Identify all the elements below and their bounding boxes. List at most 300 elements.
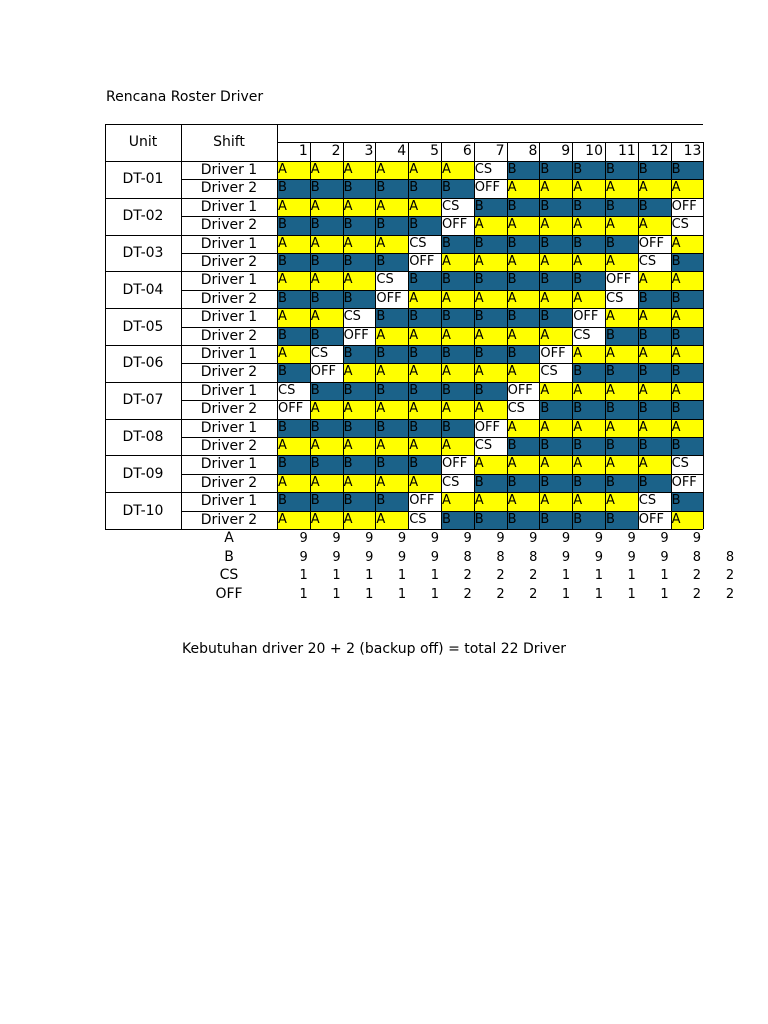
shift-cell: B <box>507 308 540 326</box>
shift-cell: CS <box>441 198 474 216</box>
shift-cell: B <box>671 437 703 455</box>
shift-cell: A <box>375 474 408 492</box>
shift-cell: B <box>539 271 572 289</box>
shift-cell: A <box>572 179 605 197</box>
shift-cell: A <box>277 308 310 326</box>
shift-cell: A <box>572 290 605 308</box>
shift-cell: A <box>310 271 343 289</box>
shift-cell: A <box>507 179 540 197</box>
shift-cell: A <box>408 198 441 216</box>
summary-value: 2 <box>463 568 472 583</box>
shift-cell: A <box>277 437 310 455</box>
summary-value: 1 <box>430 568 439 583</box>
shift-cell: A <box>343 271 376 289</box>
shift-cell: B <box>605 400 638 418</box>
summary-value: 1 <box>299 586 308 602</box>
shift-cell: B <box>507 437 540 455</box>
summary-label: A <box>224 530 234 546</box>
shift-cell: A <box>539 382 572 400</box>
grid-line <box>703 142 704 529</box>
shift-cell: B <box>539 400 572 418</box>
shift-cell: B <box>474 271 507 289</box>
shift-cell: A <box>375 400 408 418</box>
shift-cell: CS <box>441 474 474 492</box>
shift-cell: B <box>441 345 474 363</box>
grid-line <box>572 142 573 529</box>
shift-cell: B <box>408 345 441 363</box>
grid-line <box>105 308 703 309</box>
shift-cell: CS <box>572 327 605 345</box>
grid-line <box>105 235 703 236</box>
header-shift: Shift <box>213 134 245 150</box>
shift-cell: A <box>539 179 572 197</box>
driver-label: Driver 2 <box>200 438 258 454</box>
shift-cell: B <box>277 455 310 473</box>
shift-cell: B <box>277 253 310 271</box>
shift-cell: A <box>539 216 572 234</box>
shift-cell: A <box>605 308 638 326</box>
shift-cell: A <box>572 253 605 271</box>
shift-cell: A <box>375 198 408 216</box>
unit-label: DT-02 <box>122 208 164 225</box>
shift-cell: B <box>408 308 441 326</box>
summary-value: 9 <box>365 531 374 546</box>
shift-cell: B <box>343 345 376 363</box>
shift-cell: CS <box>474 437 507 455</box>
shift-cell: A <box>375 235 408 253</box>
shift-cell: A <box>474 327 507 345</box>
grid-line <box>105 124 277 125</box>
grid-line <box>105 455 703 456</box>
shift-cell: B <box>605 437 638 455</box>
shift-cell: B <box>474 474 507 492</box>
summary-value: 9 <box>299 549 308 565</box>
shift-cell: CS <box>638 492 671 510</box>
shift-cell: B <box>474 345 507 363</box>
grid-line <box>638 142 639 529</box>
shift-cell: A <box>408 327 441 345</box>
shift-cell: A <box>474 492 507 510</box>
summary-value: 9 <box>561 549 571 565</box>
shift-cell: OFF <box>310 363 343 381</box>
day-header: 2 <box>331 143 341 159</box>
shift-cell: B <box>671 161 703 179</box>
summary-value: 1 <box>660 568 669 583</box>
shift-cell: A <box>310 308 343 326</box>
summary-value: 2 <box>692 586 701 602</box>
shift-cell: B <box>638 198 671 216</box>
shift-cell: A <box>441 363 474 381</box>
shift-cell: B <box>474 235 507 253</box>
summary-value: 9 <box>430 549 439 565</box>
shift-cell: B <box>408 455 441 473</box>
unit-label: DT-03 <box>122 245 164 261</box>
shift-cell: B <box>638 161 671 179</box>
shift-cell: CS <box>375 271 408 289</box>
shift-cell: B <box>310 492 343 510</box>
shift-cell: B <box>408 382 441 400</box>
shift-cell: A <box>343 511 376 529</box>
shift-cell: A <box>277 511 310 529</box>
shift-cell: B <box>572 235 605 253</box>
summary-label: CS <box>219 567 239 583</box>
page-title: Rencana Roster Driver <box>106 89 264 105</box>
shift-cell: B <box>310 179 343 197</box>
grid-line <box>408 142 409 529</box>
shift-cell: CS <box>408 511 441 529</box>
shift-cell: A <box>408 400 441 418</box>
grid-line <box>605 142 606 529</box>
unit-label: DT-06 <box>122 355 164 372</box>
shift-cell: OFF <box>605 271 638 289</box>
shift-cell: B <box>638 437 671 455</box>
shift-cell: A <box>539 253 572 271</box>
summary-value: 1 <box>660 586 669 602</box>
driver-label: Driver 2 <box>200 474 258 491</box>
shift-cell: A <box>277 474 310 492</box>
shift-cell: B <box>441 271 474 289</box>
shift-cell: A <box>441 290 474 308</box>
shift-cell: A <box>507 216 540 234</box>
shift-cell: B <box>375 308 408 326</box>
shift-cell: B <box>671 253 703 271</box>
driver-label: Driver 2 <box>200 180 258 197</box>
day-header: 9 <box>561 143 571 159</box>
shift-cell: A <box>507 455 540 473</box>
shift-cell: B <box>539 437 572 455</box>
driver-label: Driver 2 <box>200 511 258 528</box>
shift-cell: B <box>343 216 376 234</box>
shift-cell: A <box>310 474 343 492</box>
grid-line <box>105 271 703 272</box>
shift-cell: A <box>441 253 474 271</box>
shift-cell: B <box>375 492 408 510</box>
shift-cell: A <box>474 290 507 308</box>
shift-cell: CS <box>539 363 572 381</box>
shift-cell: B <box>605 511 638 529</box>
driver-label: Driver 2 <box>200 327 258 344</box>
shift-cell: B <box>605 474 638 492</box>
shift-cell: OFF <box>671 198 703 216</box>
shift-cell: B <box>507 198 540 216</box>
driver-label: Driver 1 <box>200 198 258 215</box>
driver-label: Driver 1 <box>200 309 258 326</box>
day-header: 4 <box>397 143 407 159</box>
shift-cell: A <box>572 382 605 400</box>
shift-cell: B <box>343 290 376 308</box>
shift-cell: OFF <box>507 382 540 400</box>
shift-cell: A <box>277 235 310 253</box>
summary-value: 1 <box>397 568 407 583</box>
unit-label: DT-04 <box>122 281 164 298</box>
day-header: 6 <box>462 143 472 159</box>
grid-line <box>181 327 703 328</box>
shift-cell: B <box>507 345 540 363</box>
summary-value: 1 <box>397 586 407 602</box>
shift-cell: A <box>343 437 376 455</box>
summary-value: 2 <box>692 568 701 583</box>
shift-cell: A <box>310 161 343 179</box>
summary-value: 1 <box>299 568 308 583</box>
shift-cell: CS <box>310 345 343 363</box>
summary-value: 9 <box>365 549 374 565</box>
shift-cell: B <box>605 235 638 253</box>
grid-line <box>343 142 344 529</box>
shift-cell: B <box>474 511 507 529</box>
summary-value: 2 <box>725 586 735 602</box>
shift-cell: A <box>474 400 507 418</box>
shift-cell: B <box>441 382 474 400</box>
shift-cell: A <box>474 216 507 234</box>
shift-cell: A <box>375 363 408 381</box>
driver-label: Driver 1 <box>200 456 258 473</box>
shift-cell: OFF <box>638 511 671 529</box>
grid-line <box>277 124 703 125</box>
shift-cell: A <box>605 179 638 197</box>
shift-cell: B <box>605 363 638 381</box>
shift-cell: B <box>572 400 605 418</box>
shift-cell: A <box>474 455 507 473</box>
shift-cell: B <box>539 235 572 253</box>
shift-cell: A <box>507 363 540 381</box>
driver-label: Driver 1 <box>200 346 258 362</box>
summary-value: 9 <box>692 531 701 546</box>
shift-cell: B <box>539 308 572 326</box>
driver-label: Driver 2 <box>200 290 258 307</box>
header-unit: Unit <box>128 134 158 150</box>
shift-cell: B <box>375 382 408 400</box>
shift-cell: B <box>539 198 572 216</box>
grid-line <box>181 511 703 512</box>
summary-label: OFF <box>215 585 243 602</box>
shift-cell: A <box>605 345 638 363</box>
shift-cell: B <box>408 179 441 197</box>
grid-line <box>181 216 703 217</box>
shift-cell: B <box>572 474 605 492</box>
shift-cell: A <box>605 382 638 400</box>
shift-cell: B <box>507 511 540 529</box>
shift-cell: B <box>310 419 343 437</box>
shift-cell: A <box>408 363 441 381</box>
shift-cell: OFF <box>638 235 671 253</box>
shift-cell: B <box>638 290 671 308</box>
day-header: 5 <box>430 143 439 159</box>
shift-cell: A <box>375 437 408 455</box>
shift-cell: CS <box>605 290 638 308</box>
shift-cell: B <box>638 327 671 345</box>
summary-value: 1 <box>594 586 603 602</box>
shift-cell: OFF <box>572 308 605 326</box>
shift-cell: A <box>638 455 671 473</box>
summary-value: 9 <box>660 531 669 546</box>
shift-cell: A <box>638 382 671 400</box>
shift-cell: A <box>507 419 540 437</box>
shift-cell: A <box>539 327 572 345</box>
shift-cell: A <box>638 216 671 234</box>
shift-cell: A <box>605 492 638 510</box>
shift-cell: B <box>638 474 671 492</box>
shift-cell: B <box>441 308 474 326</box>
unit-label: DT-10 <box>122 502 164 519</box>
shift-cell: B <box>343 179 376 197</box>
shift-cell: A <box>408 474 441 492</box>
shift-cell: B <box>343 382 376 400</box>
shift-cell: B <box>277 492 310 510</box>
shift-cell: B <box>572 437 605 455</box>
driver-label: Driver 2 <box>200 217 258 234</box>
shift-cell: CS <box>671 216 703 234</box>
summary-value: 9 <box>430 531 439 546</box>
summary-label: B <box>224 548 234 565</box>
shift-cell: B <box>441 511 474 529</box>
summary-value: 1 <box>332 586 341 602</box>
shift-cell: B <box>474 308 507 326</box>
grid-line <box>181 400 703 401</box>
shift-cell: A <box>572 492 605 510</box>
shift-cell: A <box>277 345 310 363</box>
summary-value: 9 <box>397 531 407 546</box>
shift-cell: OFF <box>277 400 310 418</box>
shift-cell: B <box>441 419 474 437</box>
shift-cell: A <box>638 419 671 437</box>
shift-cell: CS <box>408 235 441 253</box>
shift-cell: B <box>671 363 703 381</box>
summary-value: 1 <box>332 568 341 583</box>
summary-value: 1 <box>627 586 636 602</box>
summary-value: 2 <box>529 568 538 583</box>
shift-cell: A <box>474 253 507 271</box>
shift-cell: A <box>572 216 605 234</box>
shift-cell: A <box>343 474 376 492</box>
shift-cell: A <box>408 437 441 455</box>
shift-cell: B <box>408 419 441 437</box>
grid-line <box>181 363 703 364</box>
shift-cell: B <box>572 511 605 529</box>
grid-line <box>105 161 703 162</box>
driver-label: Driver 1 <box>200 235 258 252</box>
shift-cell: B <box>572 161 605 179</box>
summary-value: 1 <box>365 568 374 583</box>
shift-cell: A <box>343 161 376 179</box>
shift-cell: A <box>638 179 671 197</box>
shift-cell: CS <box>277 382 310 400</box>
shift-cell: A <box>310 235 343 253</box>
shift-cell: OFF <box>474 419 507 437</box>
shift-cell: A <box>343 400 376 418</box>
summary-value: 9 <box>561 531 571 546</box>
grid-line <box>375 142 376 529</box>
summary-value: 9 <box>332 531 341 546</box>
shift-cell: OFF <box>408 253 441 271</box>
day-header: 8 <box>528 143 538 159</box>
driver-requirement-note: Kebutuhan driver 20 + 2 (backup off) = total 22 Driver <box>182 641 567 657</box>
shift-cell: A <box>671 179 703 197</box>
shift-cell: A <box>671 419 703 437</box>
shift-cell: CS <box>343 308 376 326</box>
shift-cell: B <box>539 511 572 529</box>
shift-cell: A <box>507 253 540 271</box>
day-header: 10 <box>585 143 603 159</box>
driver-label: Driver 1 <box>200 162 258 178</box>
summary-value: 9 <box>496 531 505 546</box>
shift-cell: B <box>605 327 638 345</box>
summary-value: 8 <box>725 549 735 565</box>
shift-cell: A <box>539 455 572 473</box>
grid-line <box>105 492 703 493</box>
shift-cell: B <box>638 363 671 381</box>
grid-line <box>507 142 508 529</box>
shift-cell: A <box>605 419 638 437</box>
shift-cell: OFF <box>343 327 376 345</box>
shift-cell: A <box>441 492 474 510</box>
shift-cell: B <box>375 345 408 363</box>
shift-cell: A <box>375 511 408 529</box>
shift-cell: B <box>441 235 474 253</box>
shift-cell: A <box>441 327 474 345</box>
shift-cell: A <box>441 437 474 455</box>
shift-cell: A <box>638 345 671 363</box>
summary-value: 9 <box>332 549 341 565</box>
grid-line <box>671 142 672 529</box>
summary-value: 1 <box>594 568 603 583</box>
summary-value: 9 <box>299 531 308 546</box>
shift-cell: B <box>408 271 441 289</box>
shift-cell: OFF <box>408 492 441 510</box>
shift-cell: A <box>671 511 703 529</box>
shift-cell: B <box>375 253 408 271</box>
unit-label: DT-05 <box>122 318 164 335</box>
shift-cell: B <box>310 455 343 473</box>
day-header: 3 <box>364 143 374 159</box>
summary-value: 9 <box>627 531 636 546</box>
shift-cell: A <box>671 235 703 253</box>
shift-cell: CS <box>638 253 671 271</box>
shift-cell: A <box>408 161 441 179</box>
summary-value: 8 <box>692 549 701 565</box>
summary-value: 9 <box>594 531 603 546</box>
shift-cell: B <box>507 161 540 179</box>
summary-value: 9 <box>627 549 636 565</box>
shift-cell: OFF <box>671 474 703 492</box>
grid-line <box>539 142 540 529</box>
grid-line <box>277 142 703 143</box>
summary-value: 2 <box>496 586 505 602</box>
shift-cell: B <box>310 253 343 271</box>
summary-value: 2 <box>725 568 735 583</box>
summary-value: 1 <box>627 568 636 583</box>
summary-value: 1 <box>365 586 374 602</box>
shift-cell: A <box>605 455 638 473</box>
shift-cell: A <box>277 198 310 216</box>
shift-cell: A <box>638 271 671 289</box>
shift-cell: A <box>671 345 703 363</box>
shift-cell: A <box>441 161 474 179</box>
summary-value: 9 <box>660 549 669 565</box>
shift-cell: B <box>572 363 605 381</box>
driver-label: Driver 1 <box>200 419 258 436</box>
shift-cell: B <box>277 290 310 308</box>
shift-cell: B <box>343 419 376 437</box>
grid-line <box>181 290 703 291</box>
grid-line <box>181 474 703 475</box>
shift-cell: B <box>671 492 703 510</box>
driver-label: Driver 2 <box>200 254 258 270</box>
shift-cell: B <box>343 492 376 510</box>
shift-cell: A <box>539 419 572 437</box>
shift-cell: OFF <box>441 216 474 234</box>
shift-cell: A <box>474 363 507 381</box>
shift-cell: B <box>408 216 441 234</box>
